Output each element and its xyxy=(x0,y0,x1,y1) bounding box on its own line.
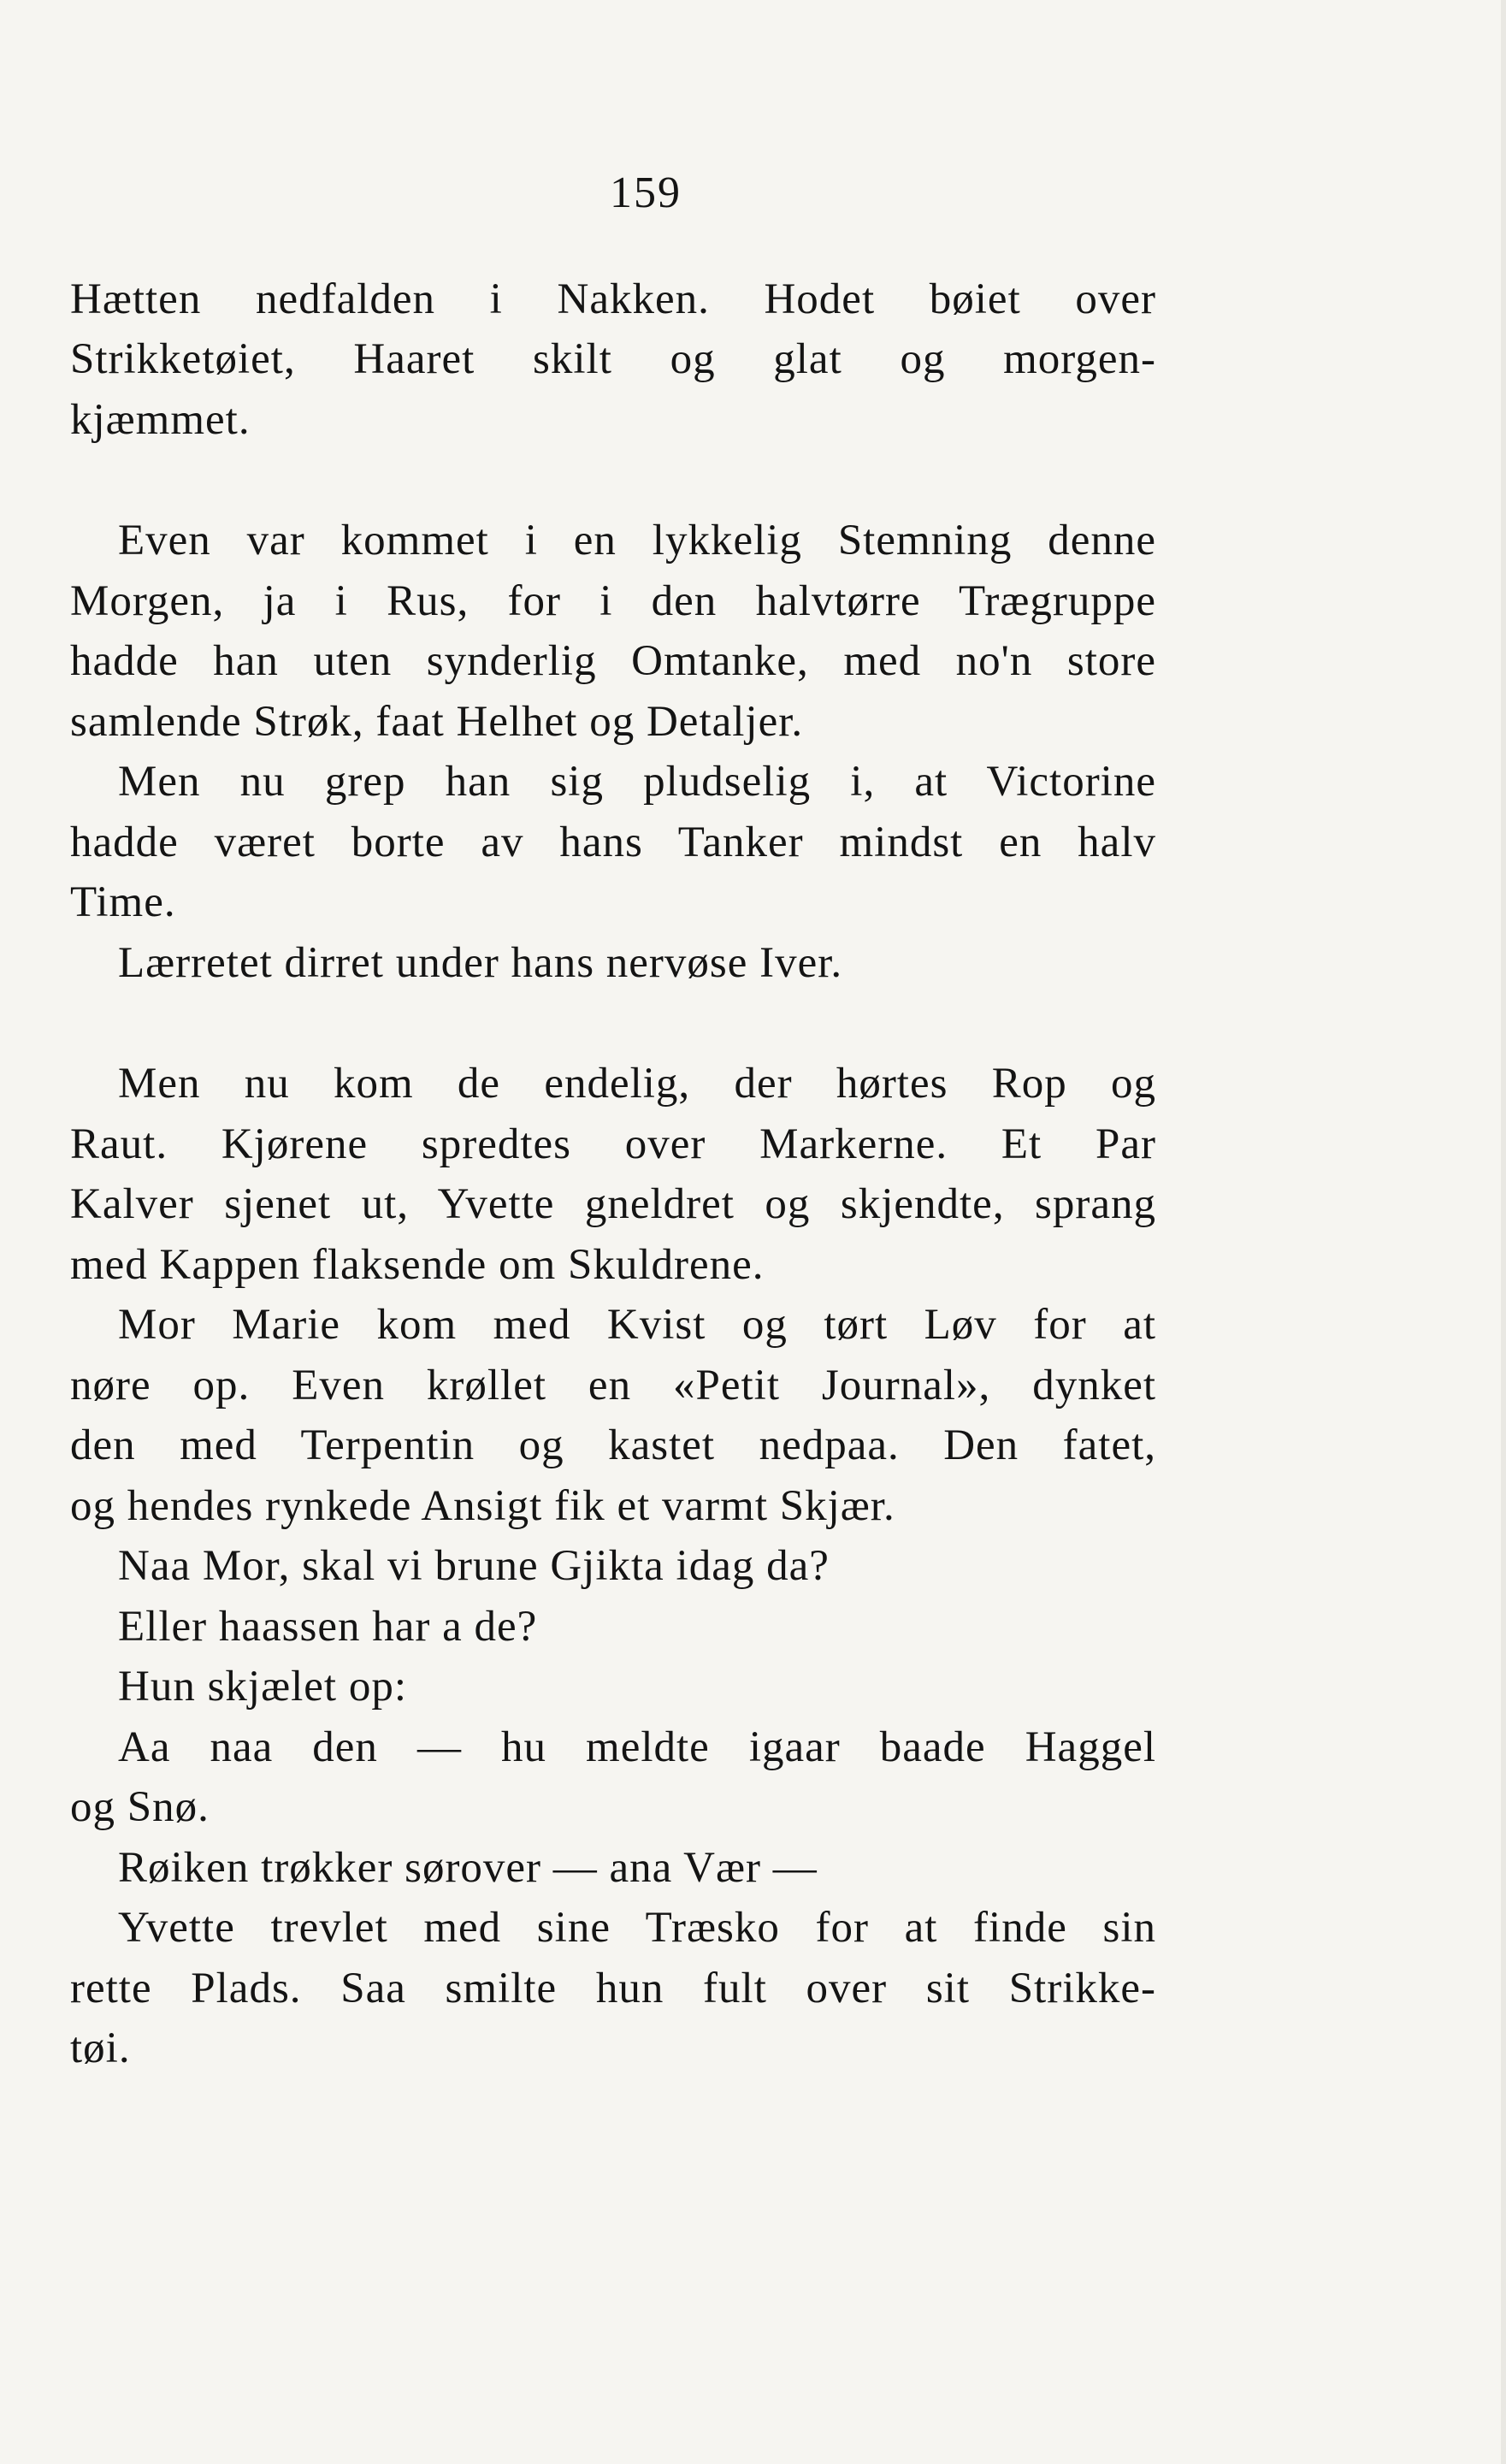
text-line: Morgen, ja i Rus, for i den halvtørre Trægruppe xyxy=(70,577,1156,625)
text-line: Hun skjælet op: xyxy=(118,1663,408,1711)
text-line: Time. xyxy=(70,878,176,926)
text-line: tøi. xyxy=(70,2024,131,2072)
text-line: samlende Strøk, faat Helhet og Detaljer. xyxy=(70,698,804,746)
text-line: rette Plads. Saa smilte hun fult over sit Strikke- xyxy=(70,1965,1156,2012)
text-line: nøre op. Even krøllet en «Petit Journal», dynket xyxy=(70,1362,1156,1409)
text-line: Eller haassen har a de? xyxy=(118,1603,538,1651)
text-line: Strikketøiet, Haaret skilt og glat og morgen- xyxy=(70,335,1156,383)
scan-edge xyxy=(1501,0,1506,2464)
text-line: og Snø. xyxy=(70,1783,210,1831)
text-line: Aa naa den — hu meldte igaar baade Haggel xyxy=(118,1723,1156,1771)
text-line: Naa Mor, skal vi brune Gjikta idag da? xyxy=(118,1542,830,1590)
text-line: kjæmmet. xyxy=(70,396,251,444)
text-line: Hætten nedfalden i Nakken. Hodet bøiet over xyxy=(70,275,1156,323)
text-line: Even var kommet i en lykkelig Stemning denne xyxy=(118,517,1156,564)
text-line: hadde været borte av hans Tanker mindst en halv xyxy=(70,818,1156,866)
text-line: den med Terpentin og kastet nedpaa. Den fatet, xyxy=(70,1421,1156,1469)
text-line: Men nu kom de endelig, der hørtes Rop og xyxy=(118,1060,1156,1108)
text-line: Yvette trevlet med sine Træsko for at finde sin xyxy=(118,1904,1156,1952)
text-line: med Kappen flaksende om Skuldrene. xyxy=(70,1241,765,1289)
text-line: Men nu grep han sig pludselig i, at Victorine xyxy=(118,758,1156,806)
text-line: Kalver sjenet ut, Yvette gneldret og skjendte, sprang xyxy=(70,1180,1156,1228)
text-line: hadde han uten synderlig Omtanke, med no'n store xyxy=(70,637,1156,685)
text-line: Røiken trøkker sørover — ana Vær — xyxy=(118,1844,818,1892)
text-line: Mor Marie kom med Kvist og tørt Løv for at xyxy=(118,1301,1156,1349)
text-line: og hendes rynkede Ansigt fik et varmt Skjær. xyxy=(70,1482,895,1530)
page-number: 159 xyxy=(610,168,682,217)
text-line: Lærretet dirret under hans nervøse Iver. xyxy=(118,939,843,987)
text-line: Raut. Kjørene spredtes over Markerne. Et Par xyxy=(70,1120,1156,1168)
